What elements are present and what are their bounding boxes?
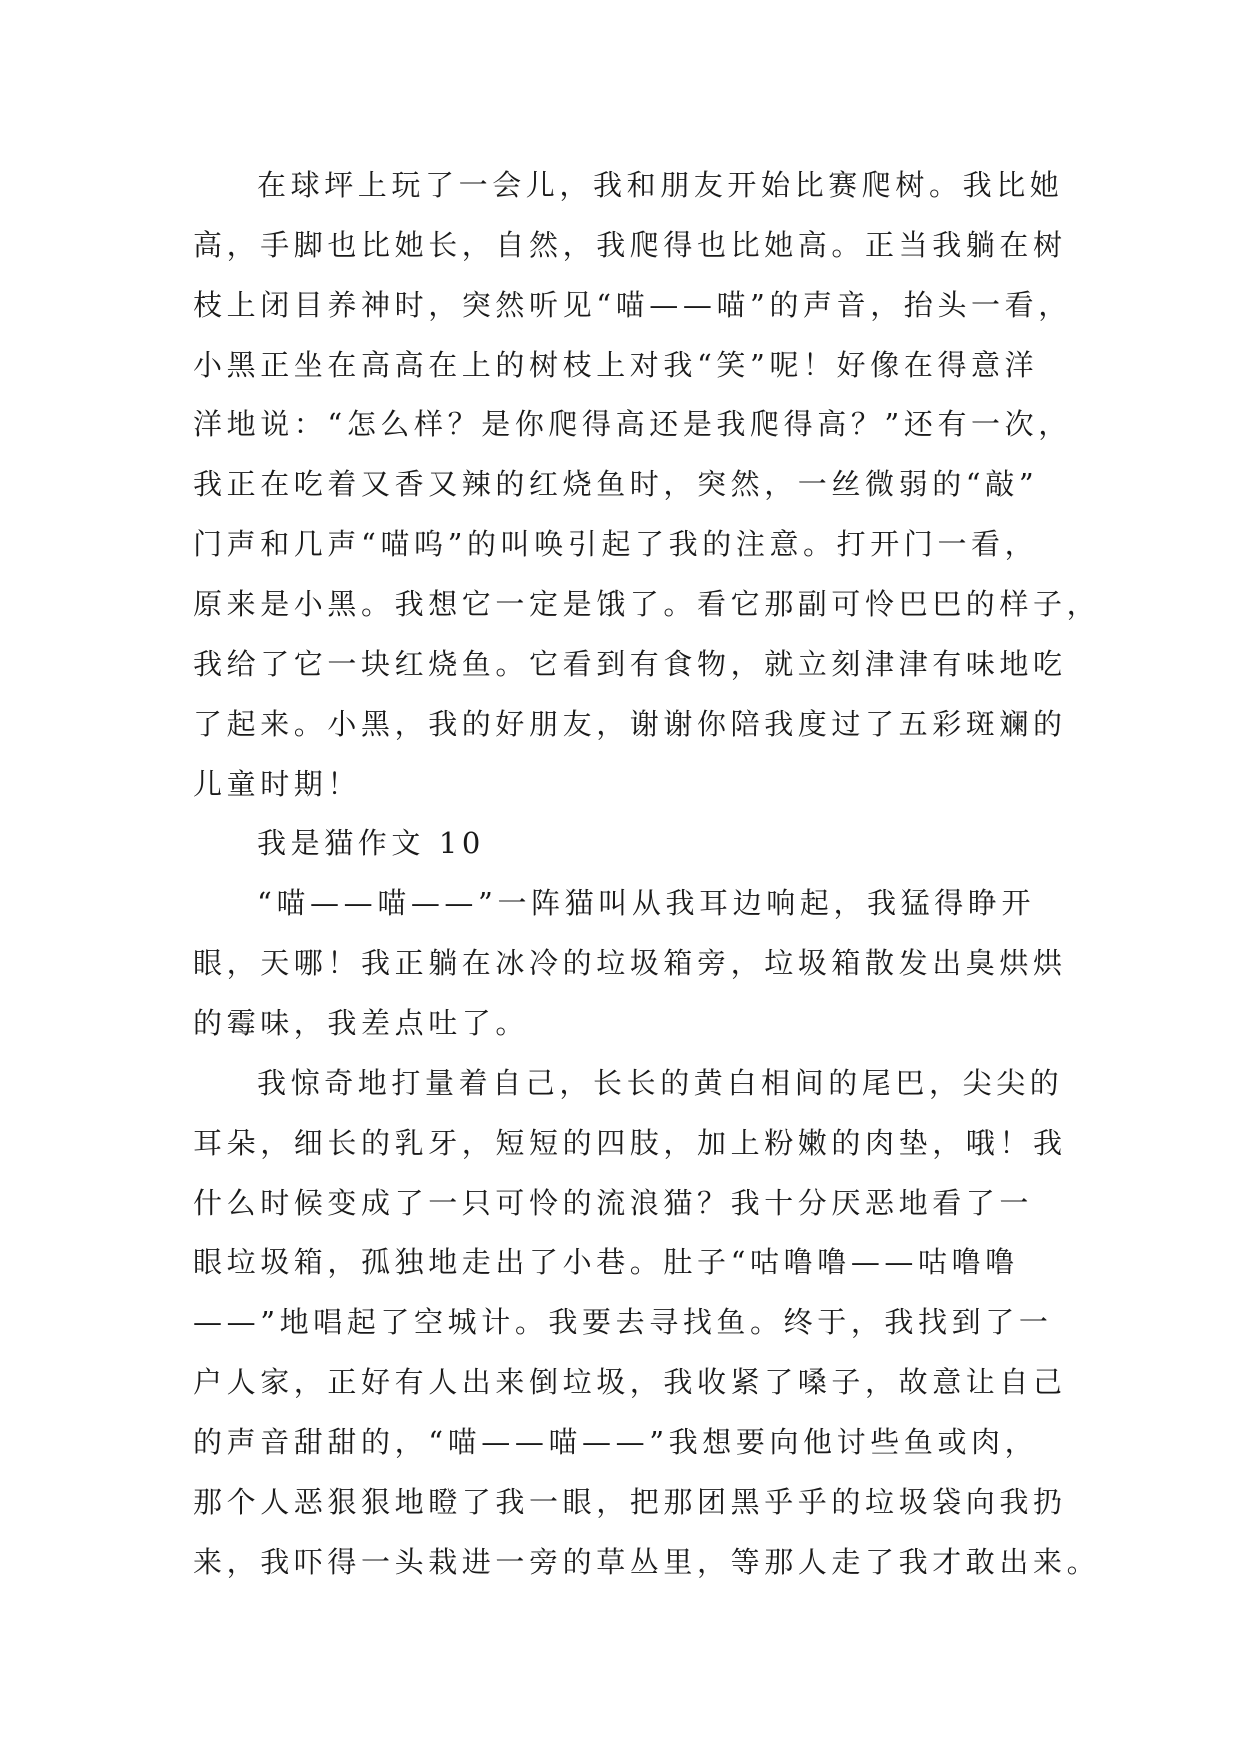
text-line: 户人家，正好有人出来倒垃圾，我收紧了嗓子，故意让自己 <box>193 1365 1067 1399</box>
text-line: 门声和几声“喵呜”的叫唤引起了我的注意。打开门一看， <box>193 527 1039 561</box>
text-line: 的声音甜甜的，“喵——喵——”我想要向他讨些鱼或肉， <box>193 1425 1039 1459</box>
text-line: 来，我吓得一头栽进一旁的草丛里，等那人走了我才敢出来。 <box>193 1545 1101 1579</box>
text-line: 的霉味，我差点吐了。 <box>193 1006 530 1040</box>
text-line: “喵——喵——”一阵猫叫从我耳边响起，我猛得睁开 <box>257 886 1036 920</box>
text-line: 什么时候变成了一只可怜的流浪猫？我十分厌恶地看了一 <box>193 1186 1034 1220</box>
text-line: 那个人恶狠狠地瞪了我一眼，把那团黑乎乎的垃圾袋向我扔 <box>193 1485 1067 1519</box>
text-line: ——”地唱起了空城计。我要去寻找鱼。终于，我找到了一 <box>193 1305 1053 1339</box>
text-line: 我惊奇地打量着自己，长长的黄白相间的尾巴，尖尖的 <box>257 1066 1064 1100</box>
text-line: 眼，天哪！我正躺在冰冷的垃圾箱旁，垃圾箱散发出臭烘烘 <box>193 946 1067 980</box>
text-line: 洋地说：“怎么样？是你爬得高还是我爬得高？”还有一次， <box>193 407 1072 441</box>
text-line: 我给了它一块红烧鱼。它看到有食物，就立刻津津有味地吃 <box>193 647 1067 681</box>
text-line: 了起来。小黑，我的好朋友，谢谢你陪我度过了五彩斑斓的 <box>193 707 1067 741</box>
text-line: 枝上闭目养神时，突然听见“喵——喵”的声音，抬头一看， <box>193 288 1072 322</box>
text-line: 在球坪上玩了一会儿，我和朋友开始比赛爬树。我比她 <box>257 168 1064 202</box>
text-line: 我正在吃着又香又辣的红烧鱼时，突然，一丝微弱的“敲” <box>193 467 1039 501</box>
text-line: 原来是小黑。我想它一定是饿了。看它那副可怜巴巴的样子， <box>193 587 1101 621</box>
text-line: 耳朵，细长的乳牙，短短的四肢，加上粉嫩的肉垫，哦！我 <box>193 1126 1067 1160</box>
section-heading: 我是猫作文 10 <box>257 826 485 860</box>
text-line: 高，手脚也比她长，自然，我爬得也比她高。正当我躺在树 <box>193 228 1067 262</box>
text-line: 小黑正坐在高高在上的树枝上对我“笑”呢！好像在得意洋 <box>193 348 1039 382</box>
text-line: 眼垃圾箱，孤独地走出了小巷。肚子“咕噜噜——咕噜噜 <box>193 1245 1019 1279</box>
text-line: 儿童时期！ <box>193 767 362 801</box>
